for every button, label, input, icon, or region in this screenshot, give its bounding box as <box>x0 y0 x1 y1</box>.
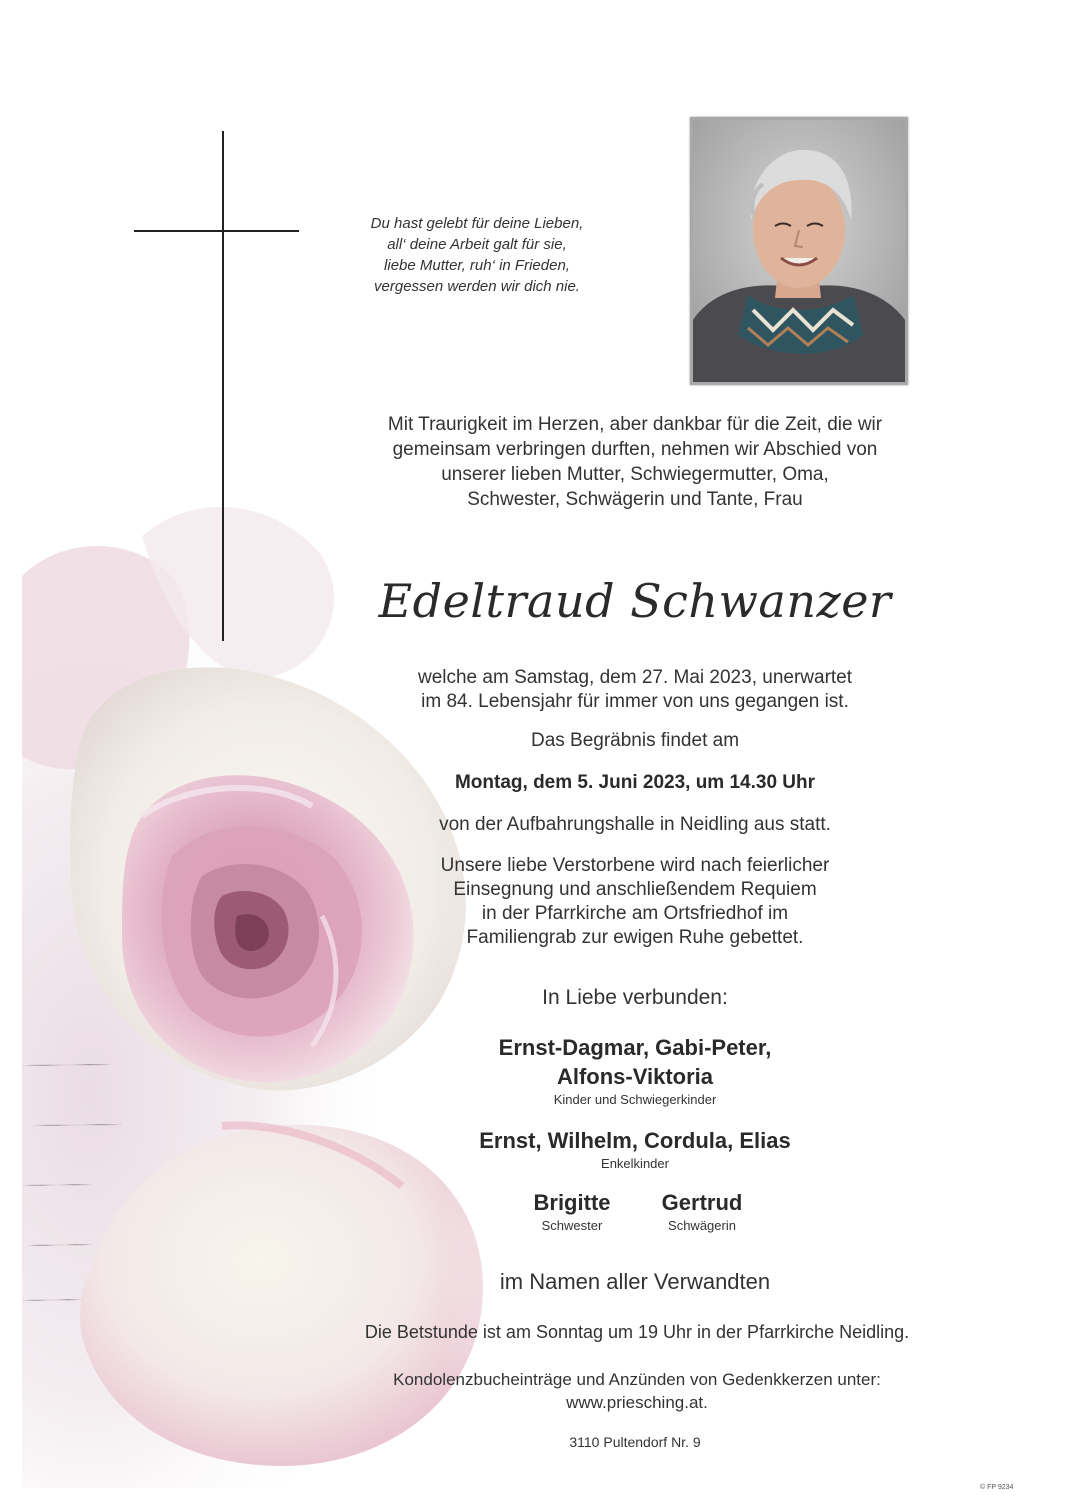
behalf-line: im Namen aller Verwandten <box>499 1269 771 1294</box>
obituary-sheet <box>22 16 1052 1488</box>
interment-line: Familiengrab zur ewigen Ruhe gebettet. <box>466 927 804 948</box>
poem-line: liebe Mutter, ruh‘ in Frieden, <box>384 257 570 274</box>
interment-line: Unsere liebe Verstorbene wird nach feierlicher <box>440 855 830 876</box>
burial-date: Montag, dem 5. Juni 2023, um 14.30 Uhr <box>454 772 816 793</box>
children-role: Kinder und Schwiegerkinder <box>553 1092 717 1107</box>
interment-line: Einsegnung und anschließendem Requiem <box>453 879 817 900</box>
condolence-link[interactable]: www.priesching.at. <box>566 1393 708 1412</box>
burial-intro: Das Begräbnis findet am <box>530 730 740 751</box>
interment-line: in der Pfarrkirche am Ortsfriedhof im <box>481 903 789 924</box>
intro-line: Schwester, Schwägerin und Tante, Frau <box>467 489 803 510</box>
poem-line: vergessen werden wir dich nie. <box>374 278 580 295</box>
children-names: Ernst-Dagmar, Gabi-Peter, <box>498 1035 772 1060</box>
poem-line: all‘ deine Arbeit galt für sie, <box>387 236 567 253</box>
sibling-entry <box>502 1188 642 1234</box>
children-group <box>322 1033 948 1108</box>
condolence-text: Kondolenzbucheinträge und Anzünden von Gedenkkerzen unter: <box>393 1370 881 1389</box>
intro-line: Mit Traurigkeit im Herzen, aber dankbar für die Zeit, die wir <box>387 414 883 435</box>
death-notice <box>322 666 948 714</box>
latin-cross-icon <box>222 131 224 641</box>
cross-bar <box>134 230 299 232</box>
print-code: © FP 9234 <box>980 1484 1014 1491</box>
intro-text <box>322 412 948 512</box>
grandchildren-role: Enkelkinder <box>601 1156 669 1171</box>
sibling-name: Brigitte <box>533 1190 611 1215</box>
burial-place: von der Aufbahrungshalle in Neidling aus statt. <box>439 814 831 835</box>
grandchildren-names: Ernst, Wilhelm, Cordula, Elias <box>479 1128 791 1153</box>
sibling-role: Schwägerin <box>668 1218 736 1233</box>
prayer-notice: Die Betstunde ist am Sonntag um 19 Uhr in der Pfarrkirche Neidling. <box>364 1322 910 1342</box>
sibling-role: Schwester <box>541 1218 603 1233</box>
deceased-name: Edeltraud Schwanzer <box>378 574 892 628</box>
address: 3110 Pultendorf Nr. 9 <box>569 1434 701 1450</box>
portrait-photo <box>690 117 908 385</box>
children-names: Alfons-Viktoria <box>556 1064 714 1089</box>
poem-line: Du hast gelebt für deine Lieben, <box>370 215 584 232</box>
intro-line: gemeinsam verbringen durften, nehmen wir Abschied von <box>392 439 878 460</box>
mourners-heading: In Liebe verbunden: <box>542 986 728 1009</box>
intro-line: unserer lieben Mutter, Schwiegermutter, Oma, <box>441 464 829 485</box>
death-line: welche am Samstag, dem 27. Mai 2023, unerwartet <box>417 667 853 688</box>
sibling-entry <box>632 1188 772 1234</box>
grandchildren-group <box>322 1126 948 1172</box>
condolence-notice <box>252 1368 1022 1414</box>
sibling-name: Gertrud <box>661 1190 743 1215</box>
death-line: im 84. Lebensjahr für immer von uns gegangen ist. <box>421 691 849 712</box>
interment-text <box>322 854 948 950</box>
memorial-poem <box>322 213 632 297</box>
